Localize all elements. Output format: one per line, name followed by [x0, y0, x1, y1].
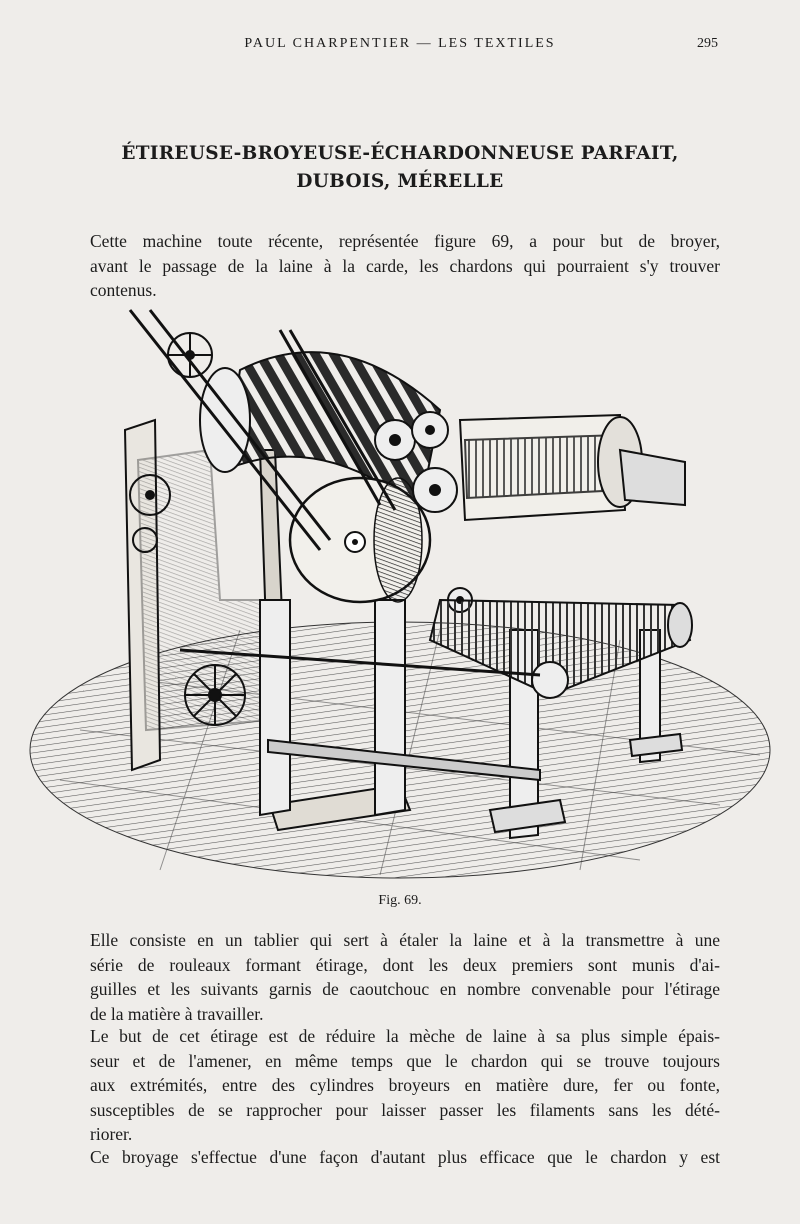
running-title: PAUL CHARPENTIER — LES TEXTILES: [244, 36, 556, 51]
text-line: Cette machine toute récente, représentée figure 69, a pour but de broyer,: [90, 231, 720, 251]
carding-cylinder: [460, 415, 685, 520]
text-line: susceptibles de se rapprocher pour laisser passer les filaments sans les dété-: [90, 1099, 720, 1120]
text-line: aux extrémités, entre des cylindres broyeurs en matière dure, fer ou fonte,: [90, 1075, 720, 1095]
bottom-gear-wheel: [185, 665, 245, 725]
text-line: avant le passage de la laine à la carde, les chardons qui pourraient s'y trouver: [90, 255, 720, 276]
section-title-line-2: DUBOIS, MÉRELLE: [296, 171, 504, 192]
intro-paragraph: [90, 229, 720, 303]
section-title-line-1: ÉTIREUSE-BROYEUSE-ÉCHARDONNEUSE PARFAIT,: [121, 143, 679, 164]
text-line: guilles et les suivants garnis de caoutchouc en nombre convenable pour l'étirage: [90, 979, 720, 999]
text-line: série de rouleaux formant étirage, dont les deux premiers sont munis d'ai-: [90, 954, 720, 975]
text-line: Le but de cet étirage est de réduire la mèche de laine à sa plus simple épais-: [90, 1026, 720, 1046]
body-paragraph-3: [90, 1145, 720, 1170]
body-paragraph-1: [90, 928, 720, 1026]
figure-engraving: [20, 300, 780, 885]
body-paragraph-2: [90, 1024, 720, 1147]
text-line: riorer.: [90, 1124, 133, 1144]
text-line: contenus.: [90, 280, 157, 300]
text-line: de la matière à travailler.: [90, 1003, 264, 1024]
machine-illustration: [20, 300, 780, 885]
text-line: Elle consiste en un tablier qui sert à étaler la laine et à la transmettre à une: [90, 930, 720, 950]
figure-caption: Fig. 69.: [378, 893, 422, 908]
text-line: Ce broyage s'effectue d'une façon d'autant plus efficace que le chardon y est: [90, 1147, 720, 1167]
section-title: [60, 140, 740, 196]
running-head: [0, 36, 800, 56]
page-number: 295: [697, 36, 718, 51]
text-line: seur et de l'amener, en même temps que le chardon qui se trouve toujours: [90, 1050, 720, 1071]
